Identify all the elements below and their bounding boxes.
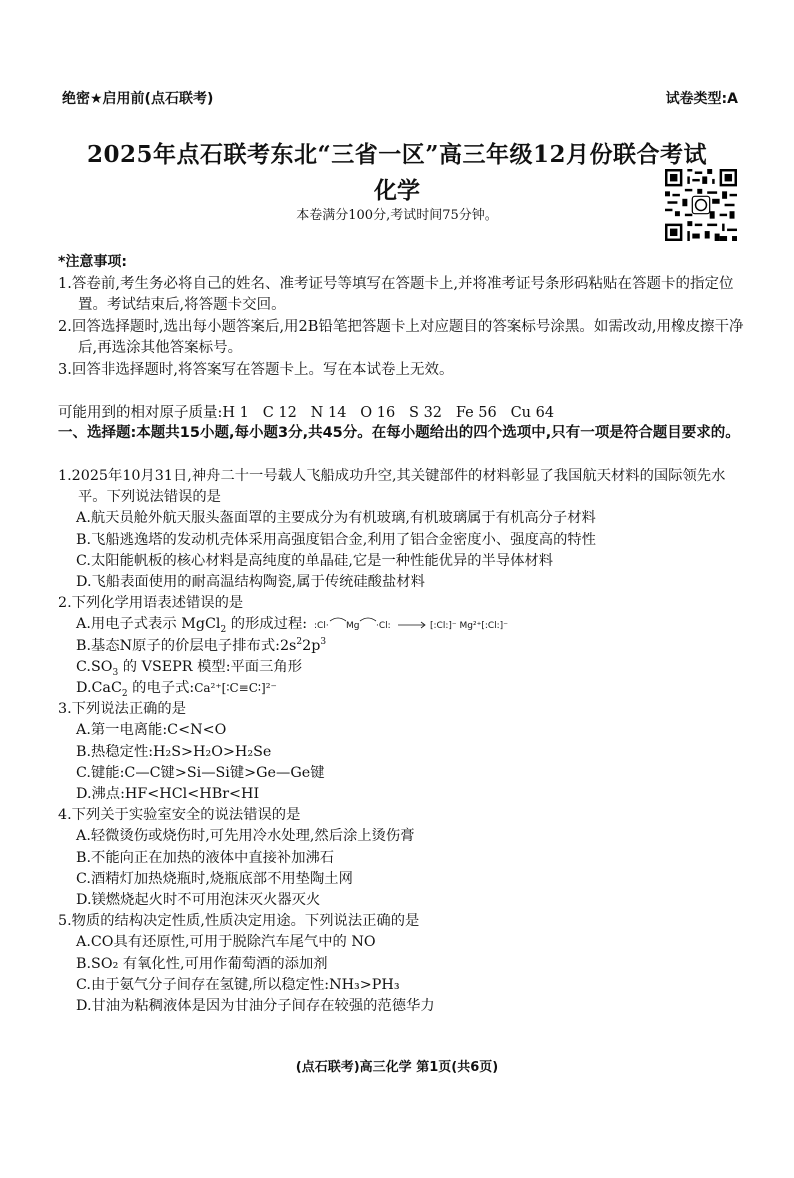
- option-d-prefix: D.CaC: [76, 680, 122, 697]
- option-a: A.第一电离能:C<N<O: [76, 722, 227, 739]
- subject-title: 化学: [374, 177, 420, 204]
- question-1: [58, 466, 753, 593]
- notice-item: 2.回答选择题时,选出每小题答案后,用2B铅笔把答题卡上对应题目的答案标号涂黑。如需改动,用橡皮擦干净后,再选涂其他答案标号。: [58, 318, 744, 356]
- exam-title: 2025年点石联考东北“三省一区”高三年级12月份联合考试: [87, 141, 707, 168]
- option-a: A.轻微烫伤或烧伤时,可先用冷水处理,然后涂上烫伤膏: [76, 828, 415, 845]
- section-heading: 一、选择题:本题共15小题,每小题3分,共45分。在每小题给出的四个选项中,只有一项是符合题目要求的。: [58, 425, 740, 441]
- option-b: B.热稳定性:H₂S>H₂O>H₂Se: [76, 743, 272, 760]
- svg-text:[:Cl:]⁻ Mg²⁺[:Cl:]⁻: [:Cl:]⁻ Mg²⁺[:Cl:]⁻: [429, 621, 508, 632]
- svg-text::Cl·: :Cl·: [313, 621, 329, 632]
- option-c: C.键能:C—C键>Si—Si键>Ge—Ge键: [76, 764, 325, 781]
- option-b-mid: 2p: [302, 637, 321, 654]
- option-c: C.太阳能帆板的核心材料是高纯度的单晶硅,它是一种性能优异的半导体材料: [76, 552, 554, 569]
- option-c: $C.SO_3$ 的 VSEPR 模型:平面三角形: [76, 658, 302, 678]
- qr-code-icon: [665, 168, 737, 242]
- option-b: B.SO₂ 有氧化性,可用作葡萄酒的添加剂: [76, 955, 328, 972]
- question-stem: 2.下列化学用语表述错误的是: [58, 595, 244, 612]
- option-d-suffix: 的电子式:: [127, 680, 195, 697]
- electron-dot-formation-diagram: [312, 616, 562, 632]
- notice-item: 1.答卷前,考生务必将自己的姓名、准考证号等填写在答题卡上,并将准考证号条形码粘贴在答题卡的指定位置。考试结束后,将答题卡交回。: [58, 275, 734, 313]
- option-b: B.不能向正在加热的液体中直接补加沸石: [76, 849, 335, 866]
- question-3: [58, 699, 753, 805]
- option-d: D.沸点:HF<HCl<HBr<HI: [76, 786, 260, 803]
- option-c-suffix: 的 VSEPR 模型:平面三角形: [118, 658, 302, 675]
- option-b-prefix: B.基态N原子的价层电子排布式:2s: [76, 637, 297, 654]
- page-footer: (点石联考)高三化学 第1页(共6页): [295, 1060, 499, 1075]
- svg-text:·Cl:: ·Cl:: [375, 621, 391, 632]
- option-d: D.CaC$_2$ 的电子式:Ca²⁺[∶C≡C∶]²⁻: [76, 680, 277, 699]
- notice-title: *注意事项:: [58, 254, 127, 270]
- option-d-formula: Ca²⁺[∶C≡C∶]²⁻: [194, 681, 277, 696]
- superscript: 3: [320, 636, 327, 647]
- option-d: D.镁燃烧起火时不可用泡沫灭火器灭火: [76, 892, 321, 909]
- question-stem: 4.下列关于实验室安全的说法错误的是: [58, 807, 301, 824]
- question-2: [58, 593, 753, 699]
- superscript: 2: [296, 636, 303, 647]
- notice-block: [58, 252, 748, 381]
- question-stem: 1.2025年10月31日,神舟二十一号载人飞船成功升空,其关键部件的材料彰显了我国航天材料的国际领先水平。下列说法错误的是: [58, 468, 726, 506]
- option-a: A.CO具有还原性,可用于脱除汽车尾气中的 NO: [76, 934, 376, 951]
- option-d: D.飞船表面使用的耐高温结构陶瓷,属于传统硅酸盐材料: [76, 574, 425, 591]
- option-a: A.用电子式表示 MgCl$_2$ 的形成过程: :Cl· Mg ·Cl: [:Cl:]⁻ Mg²⁺[:Cl:]⁻: [58, 614, 753, 635]
- confidential-label: 绝密★启用前(点石联考): [62, 91, 214, 107]
- question-stem: 5.物质的结构决定性质,性质决定用途。下列说法正确的是: [58, 913, 420, 930]
- question-5: [58, 911, 753, 1017]
- atomic-masses: 可能用到的相对原子质量:H 1 C 12 N 14 O 16 S 32 Fe 56 Cu 64: [58, 405, 555, 421]
- option-d: D.甘油为粘稠液体是因为甘油分子间存在较强的范德华力: [76, 998, 435, 1015]
- option-a-suffix: 的形成过程:: [226, 616, 308, 633]
- option-c: C.由于氨气分子间存在氢键,所以稳定性:NH₃>PH₃: [76, 976, 400, 993]
- option-b: B.飞船逃逸塔的发动机壳体采用高强度铝合金,利用了铝合金密度小、强度高的特性: [76, 531, 596, 548]
- question-4: [58, 805, 753, 911]
- question-stem: 3.下列说法正确的是: [58, 701, 187, 718]
- exam-info: 本卷满分100分,考试时间75分钟。: [296, 208, 498, 223]
- option-a-prefix: A.用电子式表示 MgCl: [76, 616, 221, 633]
- option-a: A.航天员舱外航天服头盔面罩的主要成分为有机玻璃,有机玻璃属于有机高分子材料: [76, 510, 596, 527]
- option-c-prefix: C.SO: [76, 658, 113, 675]
- question-list: [58, 466, 753, 1017]
- option-c: C.酒精灯加热烧瓶时,烧瓶底部不用垫陶土网: [76, 870, 353, 887]
- notice-item: 3.回答非选择题时,将答案写在答题卡上。写在本试卷上无效。: [58, 361, 454, 378]
- paper-type-label: 试卷类型:A: [665, 91, 738, 107]
- option-b: [58, 636, 753, 657]
- svg-text:Mg: Mg: [345, 621, 360, 632]
